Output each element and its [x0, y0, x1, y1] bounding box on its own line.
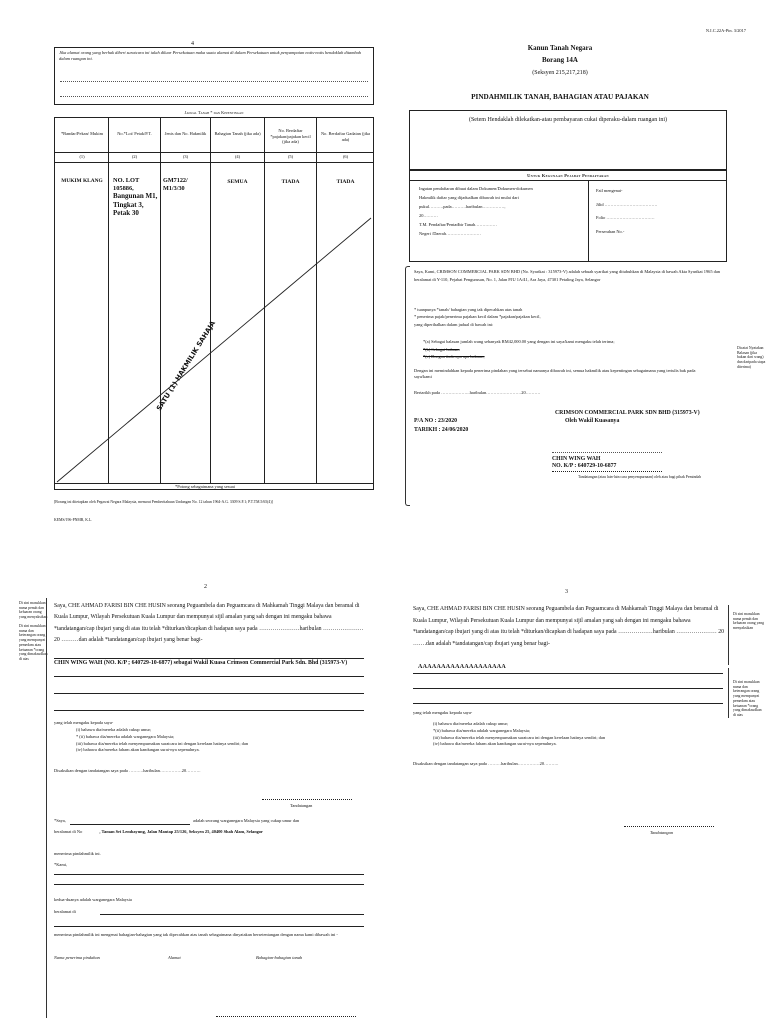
consideration-b: *(b) Sebagai balasan — [423, 346, 460, 352]
page3-signature-label: Tandatangan — [650, 830, 674, 835]
col-num: (3) — [182, 154, 189, 159]
acknowledgement-item: (iv) bahawa dia/mereka faham akan kandungan surat-nya sepenuhnya. — [76, 747, 200, 753]
company-signatory: CRIMSON COMMERCIAL PARK SDN BHD (315973-V) — [555, 410, 700, 416]
kami-address: beralamat di — [54, 909, 76, 914]
kami-citizen: kedua-duanya adalah warganegara Malaysia — [54, 897, 132, 902]
page3-items — [433, 721, 605, 748]
act-title: Kanun Tanah Negara — [527, 44, 593, 52]
side-note: Dicatat Nyatakan Balasan (jika bukan dari wang) dan daripada siapa diterima) — [737, 346, 766, 369]
cell-pajakan: TIADA — [281, 179, 300, 185]
page3-bracket-1 — [724, 605, 729, 665]
registry-right — [596, 184, 726, 239]
col-header-lot: No.*Lot/ Petak/P.T. — [117, 131, 152, 136]
kami-label: *Kami, — [54, 862, 68, 867]
cell-lot-number: NO. LOT 105886, — [113, 177, 140, 192]
page2-cert: Saya, CHE AHMAD FARISI BIN CHE HUSIN seorang Peguambela dan Peguamcara di Mahkamah Tinggi Malaya dan beramal di Kuala Lumpur, Wilayah Persekutuan Kuala Lumpur dan mempunyai sijil amalan yang sah dengan ini mengaku bahawa *tandatangan/cap ibujari yang di atas itu telah *diturkan/dicapkan di hadapan saya pada …………………haribulan ………………… 20 ………dan adalah *tandatangan/cap ibujari yang benar bagi- — [54, 603, 364, 643]
page2-left-note-2: Di sini masukkan nama dan keterangan orang yang mempunyai pemedam atau ketuanan *orang yang dimaksudkan di atas — [19, 624, 48, 662]
consideration — [423, 338, 723, 361]
dated-line: Bertarikh pada ………………..haribulan……………………20………. — [414, 390, 540, 395]
col-land-share: Bahagian-bahagian tanah — [256, 955, 303, 960]
col-header-pajakan: No. Berdaftar *pajakan/pajakan kecil (jika ada) — [270, 128, 311, 145]
col-header-hakmilik: Jenis dan No. Hakmilik — [164, 131, 207, 136]
transferor-bracket — [405, 266, 410, 506]
registry-line: Fail mengenai- — [596, 188, 623, 193]
page4-schedule-table — [54, 117, 374, 490]
transferee-address: , Taman Sri Lembayung, Jalan Mantap 25/126, Seksyen 25, 40400 Shah Alam, Selangor — [99, 829, 263, 834]
registry-line: Negeri /Daerah…………………… — [419, 231, 482, 237]
transferee-age: adalah seorang warganegara Malaysia yang cukup umur dan — [193, 818, 300, 823]
page3-known: yang telah mengaku kepada saya- — [413, 710, 473, 715]
diagonal-cancel-line — [55, 118, 375, 491]
document-title: PINDAHMILIK TANAH, BAHAGIAN ATAU PAJAKAN — [471, 93, 649, 101]
shared-transfer: menerima pindahmilik ini mengenai bahagian-bahagian yang tak dipecahkan atas tanah sebagaimana dinyatakan bersetentangan dengan nama kami dibawah ini - — [54, 932, 338, 937]
strike-note: *Potong sebagaimana yang sesuai — [175, 484, 235, 489]
page2-bracket — [46, 598, 51, 1018]
page4-notice-box — [54, 47, 374, 105]
stamp-box — [409, 110, 727, 170]
registry-left — [419, 184, 589, 238]
pa-number: P/A NO : 23/2020 — [414, 418, 457, 424]
accept-text: menerima pindahmilik ini. — [54, 851, 101, 856]
registry-line: Ingatan pendaftaran dibuat dalam Dokumen/Dokumen-dokumen — [419, 186, 533, 191]
registry-line: 20………. — [419, 213, 438, 219]
diagonal-stamp: SATU (1) HAKMILIK SAHAJA — [155, 319, 218, 413]
page4-footer-reg: [Borang ini ditetapkan oleh Pegawai Negara Malaysia, menurut Pemberitahuan Undangan No. 12 tahun 1964-A.G. 3309 S.F.1; P.T.TM.5/65(4)] — [54, 500, 273, 504]
acknowledgement-item: (iii) bahawa dia/mereka telah menyempurnakan suratcara ini dengan kerelaan hatinya sendiri; dan — [76, 740, 249, 746]
cell-bahagian: SEMUA — [227, 179, 248, 185]
acknowledgement-item: (iv) bahawa dia/mereka faham akan kandungan surat-nya sepenuhnya. — [433, 741, 557, 747]
page2-signature-label: Tandatangan — [290, 803, 313, 808]
page3-party: AAAAAAAAAAAAAAAAAAA — [418, 664, 507, 670]
col-header-mukim: *Bandar/Pekan/ Mukim — [60, 131, 104, 136]
page2-known: yang telah mengaku kepada saya- — [54, 720, 114, 725]
page2-left-note-1: Di sini masukkan nama penuh dan keluaran orang yang menyaksikan — [19, 601, 48, 620]
form-code: N.I.C.22A-Pin. 3/2017 — [705, 28, 746, 33]
owner-lines — [414, 306, 654, 328]
col-num: (4) — [234, 154, 241, 159]
acknowledgement-item: (i) bahawa dia/mereka adalah cukup umur; — [76, 727, 152, 732]
agent-name: CHIN WING WAH — [552, 456, 601, 462]
acknowledgement-item: * (ii) bahawa dia/mereka adalah warganegara Malaysia; — [76, 733, 175, 739]
transfer-text: Dengan ini memindahkan kepada penerima pindahan yang tersebut namanya dibawah ini, semua hakmilik atau kepentingan sebagaimana yang tertulis bak pada saya/kami — [414, 368, 696, 379]
page4-footer-code: KEMS/196-PNMB, K.L. — [54, 518, 93, 522]
owner-line: * tuanpunya *tanah/ bahagian yang tak dipecahkan atas tanah — [414, 307, 523, 312]
transferee-address-label: beralamat di No — [54, 829, 83, 834]
col-address: Alamat — [168, 955, 181, 960]
page2-items — [76, 727, 248, 754]
registry-box — [409, 170, 727, 262]
registry-line: Perserahan No.- — [596, 228, 625, 234]
col-transferee-name: Nama penerima pindahan — [54, 955, 100, 960]
page4-schedule-title: Jadual Tanah * dan Kepentingan — [184, 110, 244, 115]
pa-date: TARIKH : 24/06/2020 — [414, 427, 469, 433]
transferor-text: Saya, Kami, CRIMSON COMMERCIAL PARK SDN BHD (No. Syarikat : 315973-V) adalah sebuah syarikat yang ditubuhkan di Malaysia di bawah Akta Syarikat 1965 dan beralamat di Y-110, Pejabat Pengurusan, No. 1, Jalan PJU 1A/41, Ara Jaya, 47301 Petaling Jaya, Selangor — [414, 269, 721, 282]
col-num: (6) — [342, 154, 349, 159]
page2-witness: Disaksikan dengan tandatangan saya pada ……….haribulan……………20………. — [54, 768, 201, 773]
registry-line: Hakmilik daftar yang dijadualkan dibawah ini mulai dari — [419, 195, 519, 201]
owner-line: yang diperihalkan dalam jadual di bawah ini: — [414, 321, 494, 327]
registry-line: Jilid ……………………………… — [596, 201, 658, 207]
stamp-note: (Setem Hendaklah dilekatkan-atau pembayaran cukai diperaku-dalam ruangan ini) — [468, 117, 668, 123]
company-by: Oleh Wakil Kuasanya — [565, 418, 620, 424]
page4-notice: Jika alamat orang yang berhak diberi suratcara ini ialah diluar Persekutuan maka suatu alamat di dalam Persekutuan untuk penyampaian notis-notis hendaklah ditambah dalam ruangan ini. — [59, 50, 361, 61]
acknowledgement-item: (iii) bahawa dia/mereka telah menyempurnakan suratcara ini dengan kerelaan hatinya sendiri; dan — [433, 734, 606, 740]
col-header-bahagian: Bahagian Tanah (jika ada) — [214, 131, 261, 136]
page3-witness: Disaksikan dengan tandatangan saya pada ………haribulan……………20………. — [413, 761, 559, 766]
cell-mukim: MUKIM KLANG — [61, 178, 103, 184]
page2-party: CHIN WING WAH (NO. K/P ; 640729-10-6877) sebagai Wakil Kuasa Crimson Commercial Park Sdn. Bhd (315973-V) — [54, 660, 348, 666]
transferee-saya: *Saya, — [54, 818, 66, 823]
form-title: Borang 14A — [542, 56, 578, 64]
page3-right-note-2: Di sini masukkan nama dan keterangan orang yang mempunyai pemedam atau ketuanan *orang yang dimaksudkan di atas — [733, 680, 762, 718]
agent-ic: NO. K/P : 640729-10-6877 — [552, 463, 617, 469]
page3-bracket-2 — [724, 668, 729, 718]
page3-cert: Saya, CHE AHMAD FARISI BIN CHE HUSIN seorang Peguambela dan Peguamcara di Mahkamah Tinggi Malaya dan beramal di Kuala Lumpur, Wilayah Persekutuan Kuala Lumpur dan mempunyai sijil amalan yang sah dengan ini mengaku bahawa *tandatangan/cap ibujari yang di atas itu telah *diturkan/dicapkan di hadapan saya pada ………………haribulan ………………… 20 …….dan adalah *tandatangan/cap ibujari yang benar bagi- — [413, 606, 725, 647]
cell-gadaian: TIADA — [336, 179, 355, 185]
page3-number: 3 — [565, 589, 568, 595]
col-header-gadaian: No. Berdaftar Gadaian (jika ada) — [320, 131, 370, 142]
registry-line: Folio …………………………… — [596, 215, 655, 221]
signature-note: Tandatangan (atau lain-lain cara penyempurnaan) oleh atau bagi pihak Pemindah — [578, 475, 701, 479]
col-num: (5) — [287, 154, 294, 159]
page2-number: 2 — [204, 584, 207, 590]
registry-line: pukul……….pada……….haribulan……………, — [419, 204, 506, 210]
acknowledgement-item: (i) bahawa dia/mereka adalah cukup umur; — [433, 721, 509, 726]
section-ref: (Seksyen 215,217,218) — [532, 70, 588, 76]
col-num: (2) — [131, 154, 138, 159]
page4-number: 4 — [191, 41, 194, 47]
consideration-c: *(c) Dengan tiada apa-apa balasan, — [423, 354, 485, 360]
registry-line: T.M. Pendaftar/Pentadbir Tanah…………… — [419, 222, 498, 228]
owner-line: * penerima pajak/penerima pajakan kecil dalam *pajakan/pajakan kecil, — [414, 314, 541, 320]
consideration-a: *(a) Sebagai balasan jumlah wang sebanyak RM42,000.00 yang dengan ini saya/kami mengaku telah terima; — [423, 339, 615, 344]
cell-hakmilik: GM7122/ M1/3/30 — [163, 177, 188, 193]
col-num: (1) — [79, 154, 85, 159]
acknowledgement-item: *(ii) bahawa dia/mereka adalah warganegara Malaysia; — [433, 727, 531, 733]
cell-lot-building: Bangunan M1, Tingkat 3, Petak 30 — [113, 192, 158, 218]
registry-title: Untuk Kegunaan Pejabat Pendaftaran — [527, 173, 609, 178]
page3-right-note-1: Di sini masukkan nama penuh dan keluaran orang yang menyaksikan — [733, 612, 764, 631]
transferee-address-block — [54, 829, 364, 836]
